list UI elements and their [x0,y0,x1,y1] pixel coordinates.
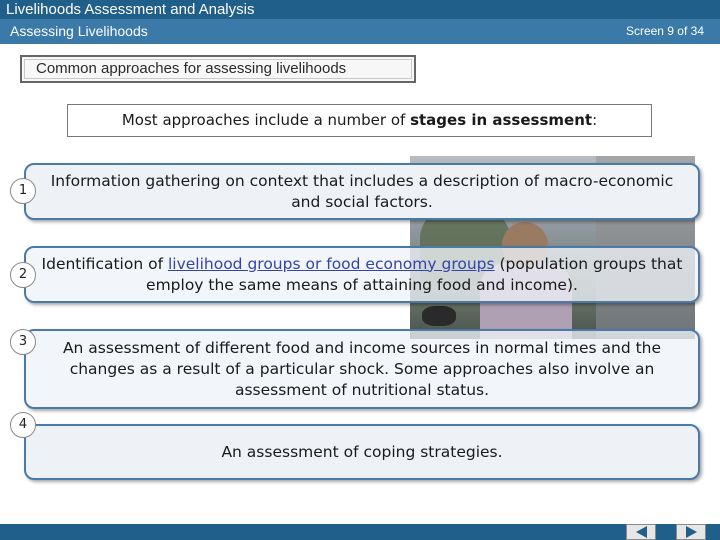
step-4-text: An assessment of coping strategies. [221,442,503,461]
step-2-number: 2 [10,262,36,288]
arrow-right-icon [686,526,697,538]
previous-screen-button[interactable] [626,524,656,540]
intro-statement [67,104,652,137]
intro-emphasis: stages in assessment [410,111,593,129]
page-heading: Common approaches for assessing livelihoods [36,60,347,77]
step-3-number: 3 [10,329,36,355]
app-title: Livelihoods Assessment and Analysis [6,1,255,18]
step-2-text-after: (population groups that employ the same means of attaining food and income). [146,254,683,294]
section-bar [0,19,720,44]
photo-dog [422,306,456,326]
step-2-text [26,248,698,301]
intro-suffix: : [592,111,598,129]
step-3 [24,329,700,409]
intro-prefix: Most approaches include a number of [121,111,411,129]
title-bar [0,0,720,19]
step-1-text: Information gathering on context that includes a description of macro-economic and social factors. [50,171,674,211]
step-1 [24,163,700,220]
step-4 [24,424,700,480]
next-screen-button[interactable] [676,524,706,540]
step-2 [24,246,700,303]
livelihood-groups-link[interactable]: livelihood groups or food economy groups [167,254,495,273]
arrow-left-icon [636,526,647,538]
step-1-number: 1 [10,178,36,204]
step-2-text-before: Identification of [41,254,168,273]
footer-bar [0,524,720,540]
page-heading-box [20,55,416,83]
step-4-number: 4 [10,412,36,438]
section-title: Assessing Livelihoods [10,23,148,39]
screen-counter: Screen 9 of 34 [625,24,704,38]
step-3-text: An assessment of different food and income sources in normal times and the changes as a result of a particular shock. Some approaches also involve an assessment of nutritional status. [62,338,662,399]
